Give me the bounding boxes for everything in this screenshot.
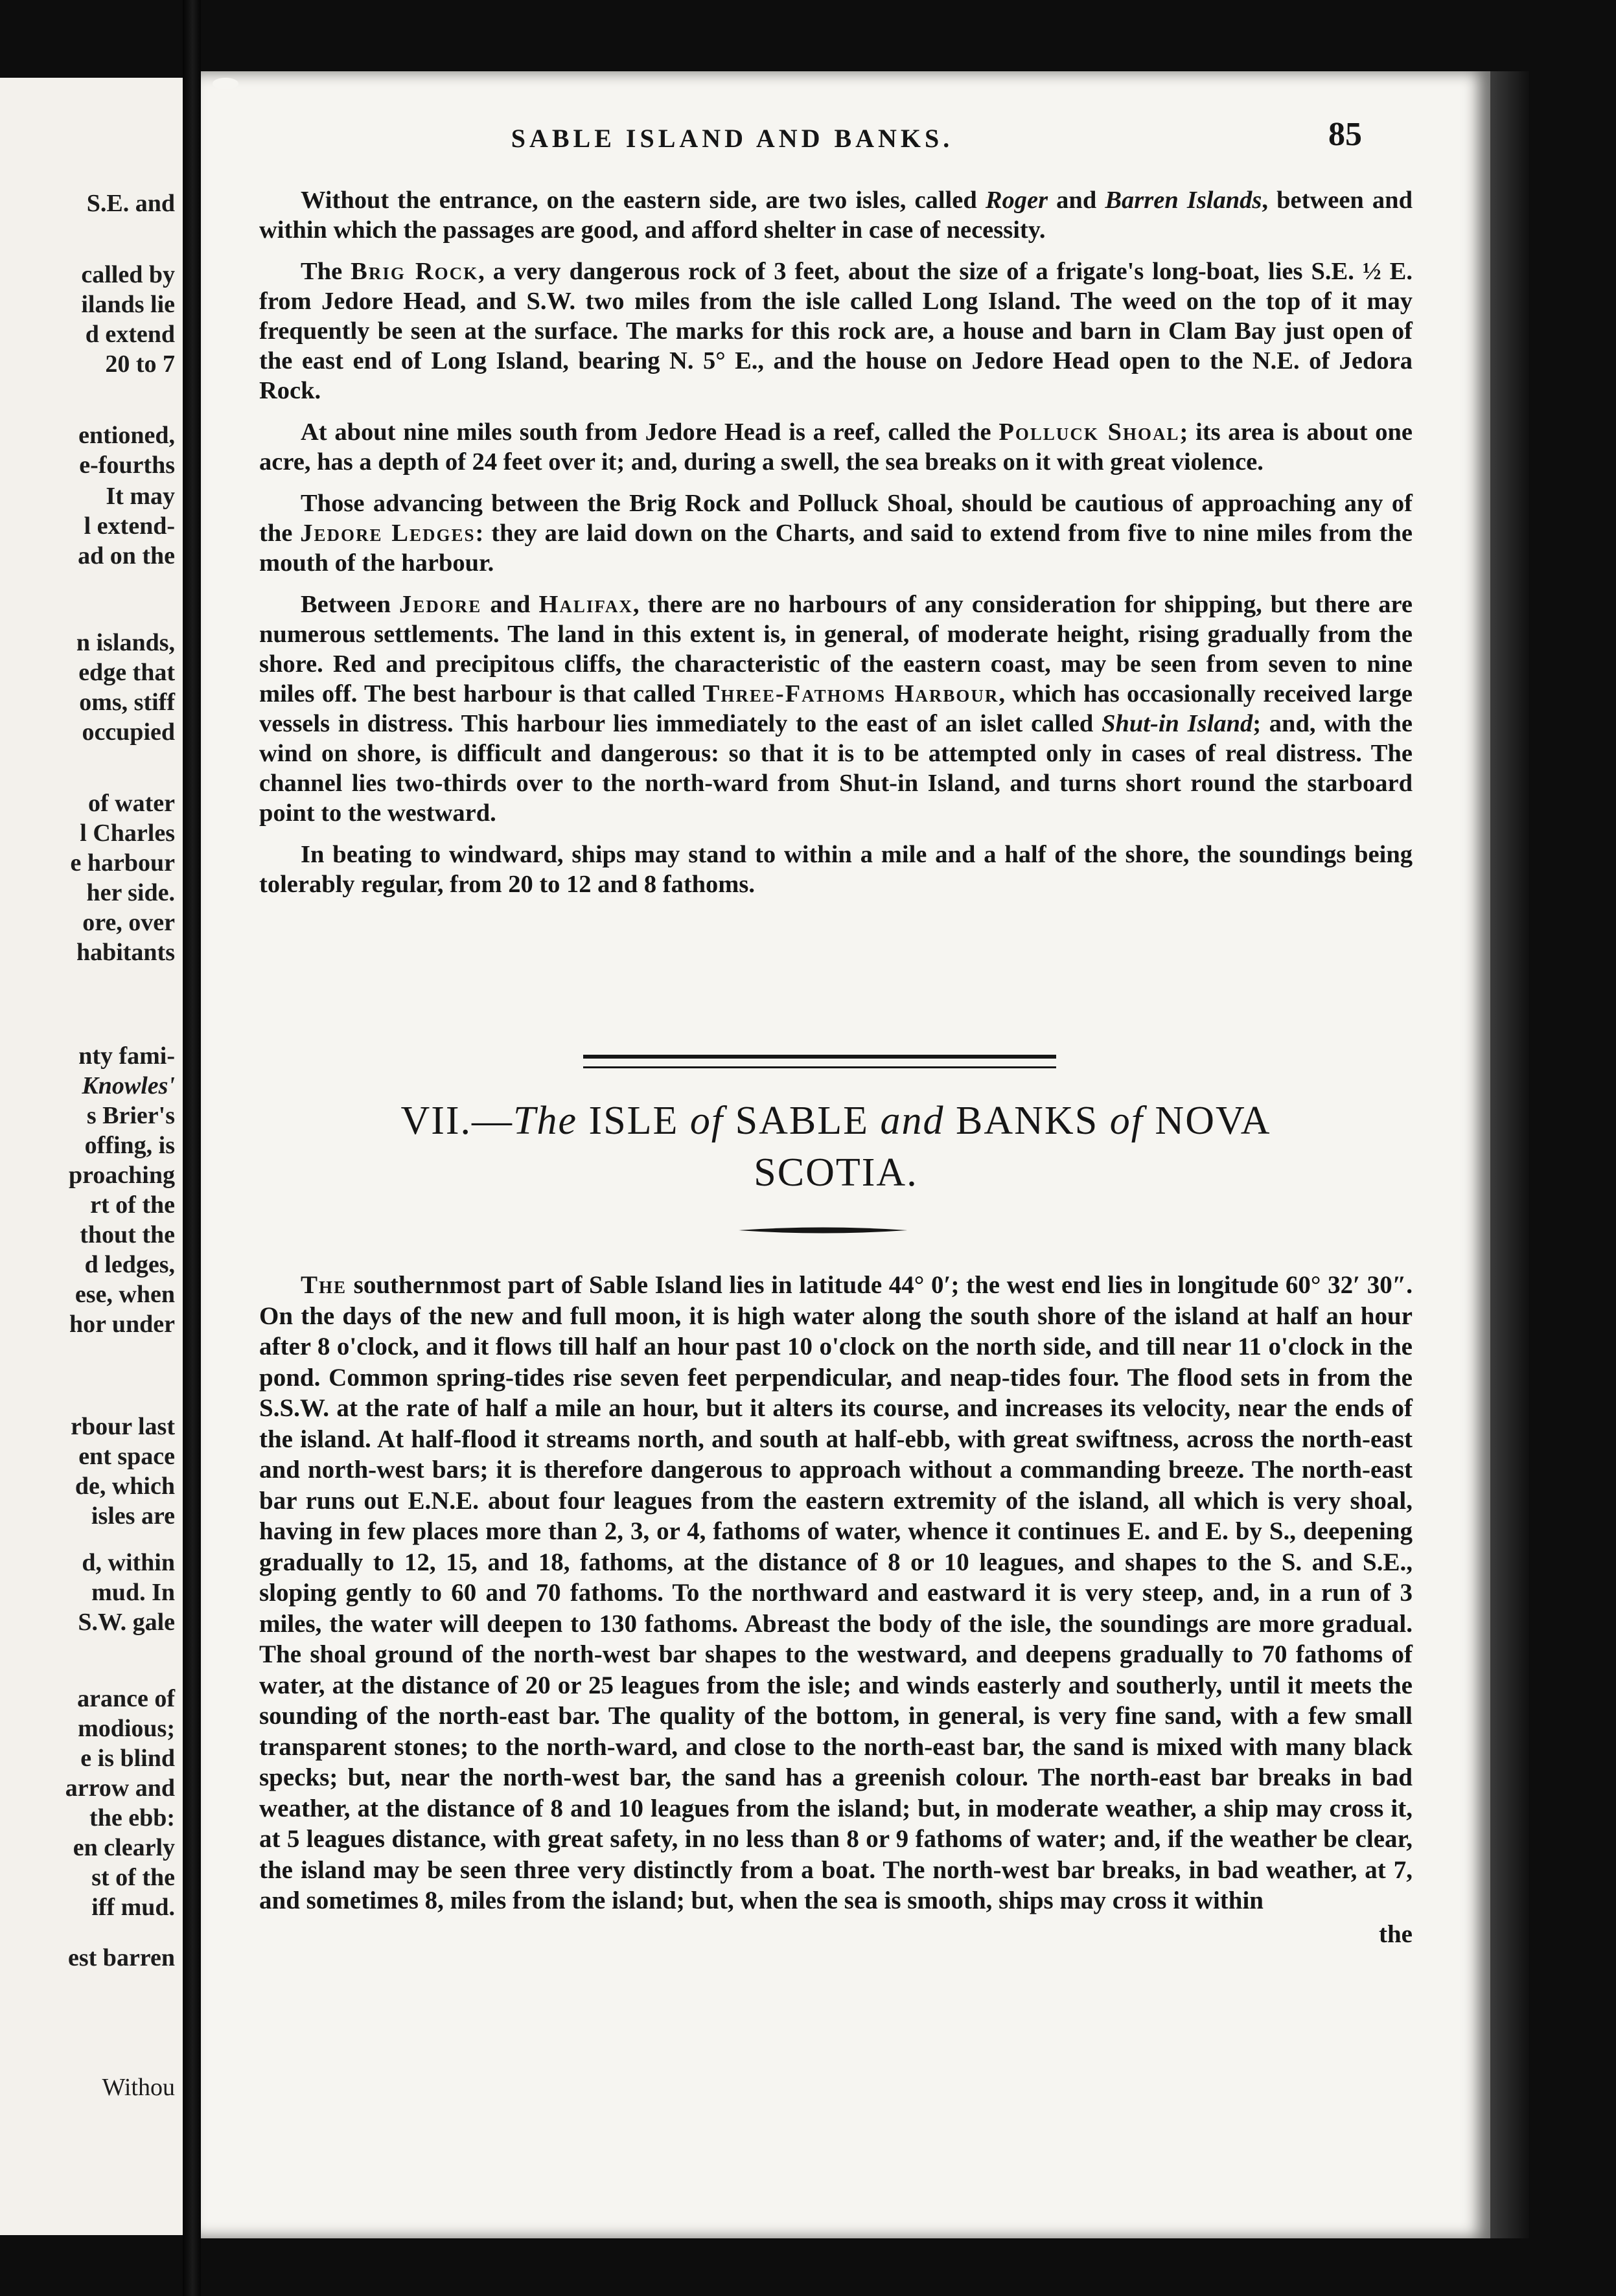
left-fragment: of water (88, 790, 175, 817)
paragraph: Between Jedore and Halifax, there are no harbours of any consideration for shipping, but there are numerous settlements. The land in this extent is, in general, of moderate height, rising gradually from the shore. Red and precipitous cliffs, the characteristic of the eastern coast, may be seen from seven to nine miles off. The best harbour is that called Three-Fathoms Harbour, which has occasionally received large vessels in distress. This harbour lies immediately to the east of an islet called Shut-in Island; and, with the wind on shore, is difficult and dangerous: so that it is to be attempted only in cases of real distress. The channel lies two-thirds over to the north-ward from Shut-in Island, and turns short round the starboard point to the westward. (259, 591, 1413, 827)
left-fragment: hor under (69, 1311, 175, 1338)
left-fragment: occupied (82, 718, 175, 746)
left-fragment: called by (81, 261, 175, 288)
paragraph: Those advancing between the Brig Rock and Polluck Shoal, should be cautious of approaching any of the Jedore Ledges: they are laid down on the Charts, and said to extend from five to nine miles from the mouth of the harbour. (259, 490, 1413, 577)
left-fragment: modious; (78, 1715, 175, 1742)
left-fragment: iff mud. (91, 1894, 175, 1921)
left-fragment: ilands lie (81, 291, 175, 318)
left-fragment: S.W. gale (78, 1609, 175, 1636)
left-fragment: ent space (78, 1443, 175, 1470)
left-fragment: n islands, (76, 629, 175, 656)
paragraph: The Brig Rock, a very dangerous rock of 3 feet, about the size of a frigate's long-boat, lies S.E. ½ E. from Jedore Head, and S.W. two miles from the isle called Long Island. The weed on the top of it may frequently be seen at the surface. The marks for this rock are, a house and barn in Clam Bay just open of the east end of Long Island, bearing N. 5° E., and the house on Jedore Head open to the N.E. of Jedora Rock. (259, 258, 1413, 404)
text-block-top (259, 185, 1413, 911)
left-fragment: ore, over (82, 909, 175, 936)
left-fragment: thout the (80, 1221, 175, 1248)
left-fragment: ad on the (78, 542, 175, 569)
left-fragment: edge that (78, 659, 175, 686)
left-fragment: de, which (75, 1473, 175, 1500)
paragraph: The southernmost part of Sable Island lies in latitude 44° 0′; the west end lies in longitude 60° 32′ 30″. On the days of the new and full moon, it is high water along the south shore of the island at half an hour after 8 o'clock, and it flows till half an hour past 10 o'clock on the north side, and till near 11 o'clock in the pond. Common spring-tides rise seven feet perpendicular, and neap-tides four. The flood sets in from the S.S.W. at the rate of half a mile an hour, but it alters its course, and increases its velocity, near the ends of the island. At half-flood it streams north, and south at half-ebb, with great swiftness, across the north-east and north-west bars; it is therefore dangerous to approach without a commanding breeze. The north-east bar runs out E.N.E. about four leagues from the eastern extremity of the island, all which is very shoal, having in few places more than 2, 3, or 4, fathoms of water, whence it continues E. and E. by S., deepening gradually to 12, 15, and 18, fathoms, at the distance of 8 or 10 leagues, and shapes to the S. and S.E., sloping gently to 60 and 70 fathoms. To the northward and eastward it is very steep, and, in a run of 3 miles, the water will deepen to 130 fathoms. Abreast the body of the isle, the soundings are more gradual. The shoal ground of the north-west bar shapes to the westward, and deepens gradually to 70 fathoms of water, at the distance of 20 or 25 leagues from the isle; and winds easterly and southerly, until it meets the sounding of the north-east bar. The quality of the bottom, in general, is very fine sand, with a few small transparent stones; to the north-ward, and close to the north-east bar, the sand is mixed with many black specks; but, near the north-west bar, the sand has a greenish colour. The north-east bar breaks in bad weather, at the distance of 8 and 10 leagues from the island; but, in moderate weather, a ship may cross it, at 5 leagues distance, with great safety, in no less than 8 or 9 fathoms of water; and, if the weather be clear, the island may be seen three very distinctly from a boat. The north-west bar breaks, in bad weather, at 7, and sometimes 8, miles from the island; but, when the sea is smooth, ships may cross it within (259, 1271, 1413, 1914)
left-fragment: mud. In (91, 1579, 175, 1606)
left-fragment: S.E. and (86, 190, 175, 217)
left-fragment: d, within (82, 1549, 175, 1576)
running-head: SABLE ISLAND AND BANKS. (511, 124, 954, 153)
left-fragment: e harbour (70, 849, 175, 877)
paragraph: Without the entrance, on the eastern side, are two isles, called Roger and Barren Islands, between and within which the passages are good, and afford shelter in case of necessity. (259, 187, 1413, 244)
catchword: the (1379, 1920, 1413, 1948)
book-gutter (183, 0, 201, 2296)
page-number: 85 (1328, 116, 1362, 153)
left-fragment: It may (106, 483, 175, 510)
left-fragment: ese, when (75, 1281, 175, 1308)
left-fragment: est barren (68, 1944, 175, 1971)
left-fragment: rbour last (71, 1413, 175, 1440)
left-fragment: the ebb: (89, 1804, 175, 1831)
page-edge (1490, 71, 1529, 2238)
left-fragment: Withou (102, 2074, 175, 2101)
left-fragment: st of the (91, 1864, 175, 1891)
paragraph: At about nine miles south from Jedore Head is a reef, called the Polluck Shoal; its area is about one acre, has a depth of 24 feet over it; and, during a swell, the sea breaks on it with great violence. (259, 419, 1413, 476)
left-fragment: en clearly (73, 1834, 175, 1861)
left-fragment: habitants (76, 939, 175, 966)
left-fragment: arrow and (65, 1774, 175, 1802)
left-fragment: offing, is (84, 1132, 175, 1159)
left-fragment: entioned, (78, 422, 175, 449)
ornament-rule (739, 1226, 907, 1235)
left-fragment: oms, stiff (79, 689, 175, 716)
left-fragment: isles are (91, 1502, 175, 1530)
left-fragment: her side. (86, 879, 175, 906)
text-block-bottom (259, 1270, 1413, 1961)
left-fragment: rt of the (90, 1191, 175, 1219)
left-fragment: nty fami- (78, 1042, 175, 1070)
section-title: VII.—The ISLE of SABLE and BANKS of NOVA SCOTIA. (400, 1099, 1271, 1195)
previous-page-strip (0, 78, 183, 2235)
paragraph: In beating to windward, ships may stand to within a mile and a half of the shore, the soundings being tolerably regular, from 20 to 12 and 8 fathoms. (259, 841, 1413, 898)
left-fragment: e is blind (80, 1745, 175, 1772)
left-fragment: proaching (68, 1162, 175, 1189)
left-fragment: l Charles (80, 820, 175, 847)
left-fragment: l extend- (84, 512, 175, 540)
left-fragment: 20 to 7 (105, 350, 175, 378)
left-fragment: d ledges, (84, 1251, 175, 1278)
section-divider (583, 1055, 1056, 1068)
left-fragment: d extend (85, 321, 175, 348)
left-fragment: s Brier's (86, 1102, 175, 1129)
left-fragment: e-fourths (79, 452, 175, 479)
left-fragment: Knowles' (82, 1072, 175, 1099)
left-fragment: arance of (77, 1685, 175, 1712)
